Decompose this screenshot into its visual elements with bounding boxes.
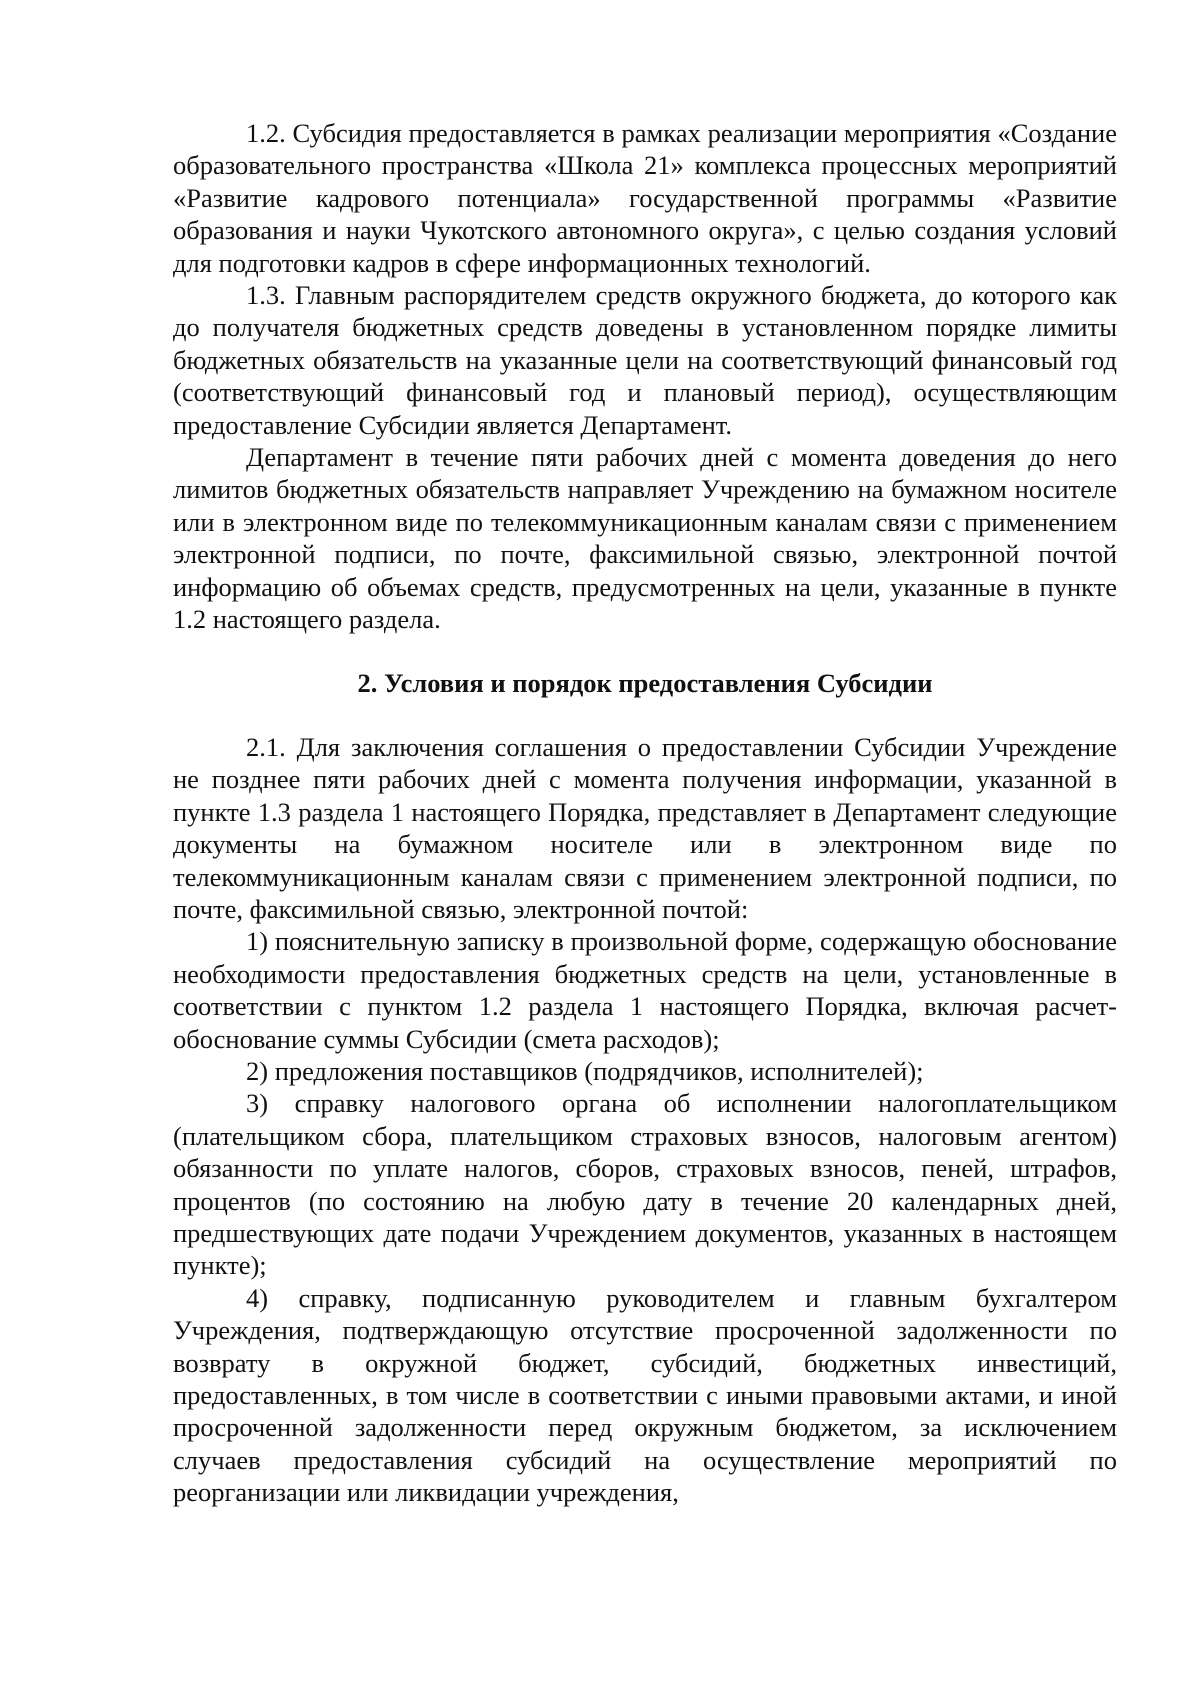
paragraph-department-info: Департамент в течение пяти рабочих дней с момента доведения до него лимитов бюджетных обязательств направляет Учреждению на бумажном носителе или в электронном виде по телекоммуникационным каналам связи с применением электронной подписи, по почте, факсимильной связью, электронной почтой информацию об объемах средств, предусмотренных на цели, указанные в пункте 1.2 настоящего раздела. — [173, 442, 1117, 635]
list-item-4: 4) справку, подписанную руководителем и главным бухгалтером Учреждения, подтверждающую отсутствие просроченной задолженности по возврату в окружной бюджет, субсидий, бюджетных инвестиций, предоставленных, в том числе в соответствии с иными правовыми актами, и иной просроченной задолженности перед окружным бюджетом, за исключением случаев предоставления субсидий на осуществление мероприятий по реорганизации или ликвидации учреждения, — [173, 1282, 1117, 1508]
list-item-3: 3) справку налогового органа об исполнении налогоплательщиком (плательщиком сбора, плательщиком страховых взносов, налоговым агентом) обязанности по уплате налогов, сборов, страховых взносов, пеней, штрафов, процентов (по состоянию на любую дату в течение 20 календарных дней, предшествующих дате подачи Учреждением документов, указанных в настоящем пункте); — [173, 1088, 1117, 1281]
paragraph-1-3: 1.3. Главным распорядителем средств окружного бюджета, до которого как до получателя бюджетных средств доведены в установленном порядке лимиты бюджетных обязательств на указанные цели на соответствующий финансовый год (соответствующий финансовый год и плановый период), осуществляющим предоставление Субсидии является Департамент. — [173, 280, 1117, 440]
paragraph-2-1: 2.1. Для заключения соглашения о предоставлении Субсидии Учреждение не позднее пяти рабочих дней с момента получения информации, указанной в пункте 1.3 раздела 1 настоящего Порядка, представляет в Департамент следующие документы на бумажном носителе или в электронном виде по телекоммуникационным каналам связи с применением электронной подписи, по почте, факсимильной связью, электронной почтой: — [173, 731, 1117, 924]
section-heading: 2. Условия и порядок предоставления Субсидии — [357, 667, 933, 698]
list-item-2: 2) предложения поставщиков (подрядчиков, исполнителей); — [246, 1055, 924, 1086]
list-item-1: 1) пояснительную записку в произвольной форме, содержащую обоснование необходимости предоставления бюджетных средств на цели, установленные в соответствии с пунктом 1.2 раздела 1 настоящего Порядка, включая расчет-обоснование суммы Субсидии (смета расходов); — [173, 926, 1117, 1054]
paragraph-1-2: 1.2. Субсидия предоставляется в рамках реализации мероприятия «Создание образовательного пространства «Школа 21» комплекса процессных мероприятий «Развитие кадрового потенциала» государственной программы «Развитие образования и науки Чукотского автономного округа», с целью создания условий для подготовки кадров в сфере информационных технологий. — [173, 118, 1117, 278]
